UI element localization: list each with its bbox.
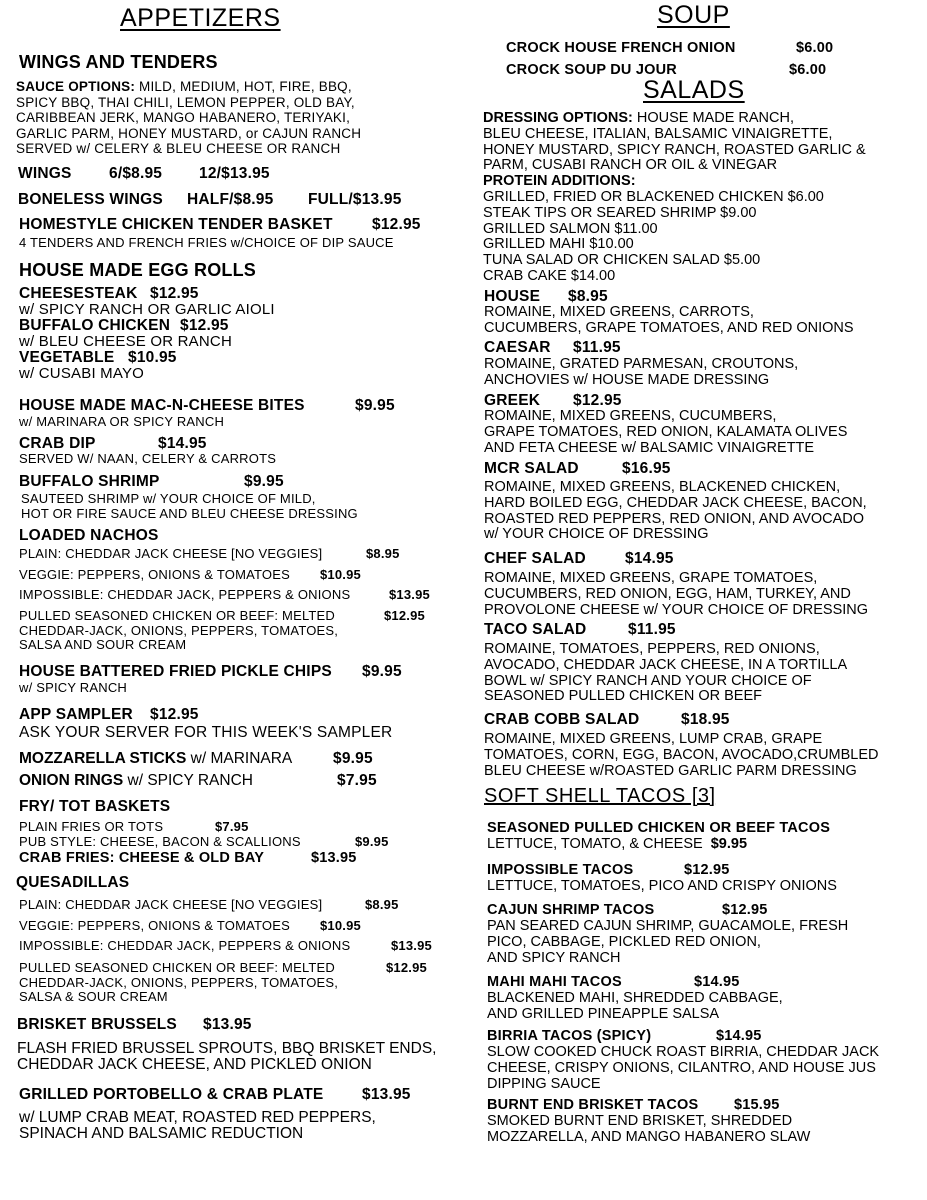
mac-price: $9.95 [355, 397, 395, 414]
tacos-title: SOFT SHELL TACOS [3] [484, 785, 716, 807]
desc-line: SALSA AND SOUR CREAM [19, 637, 187, 652]
tacos-brisket-price: $15.95 [734, 1097, 780, 1113]
tacos-impossible-name: IMPOSSIBLE TACOS [487, 862, 634, 878]
soup-jour-name: CROCK SOUP DU JOUR [506, 62, 677, 78]
desc-line: SMOKED BURNT END BRISKET, SHREDDED [487, 1113, 793, 1129]
eggroll-buffalo-desc: w/ BLEU CHEESE OR RANCH [19, 333, 232, 350]
sampler-price: $12.95 [150, 706, 199, 723]
desc-line: TOMATOES, CORN, EGG, BACON, AVOCADO,CRUMBLED [484, 746, 879, 763]
bshrimp-name: BUFFALO SHRIMP [19, 473, 160, 490]
desc-line: PULLED SEASONED CHICKEN OR BEEF: MELTED [19, 608, 336, 623]
protein-line: STEAK TIPS OR SEARED SHRIMP $9.00 [483, 204, 757, 221]
desc-line: MOZZARELLA, AND MANGO HABANERO SLAW [487, 1128, 811, 1145]
mozz-with: w/ MARINARA [186, 750, 293, 767]
desc-line: ROASTED RED PEPPERS, RED ONION, AND AVOCADO [484, 510, 865, 527]
protein-line: CRAB CAKE $14.00 [483, 267, 616, 284]
brussels-name: BRISKET BRUSSELS [17, 1016, 177, 1033]
nachos-heading: LOADED NACHOS [19, 527, 159, 544]
desc-line: ROMAINE, TOMATOES, PEPPERS, RED ONIONS, [484, 641, 820, 657]
desc-line: SPINACH AND BALSAMIC REDUCTION [19, 1125, 304, 1142]
dressing-label: DRESSING OPTIONS: [483, 110, 633, 126]
greek-price: $12.95 [573, 392, 622, 409]
eggroll-cheesesteak-price: $12.95 [150, 285, 199, 302]
nachos-plain: PLAIN: CHEDDAR JACK CHEESE [NO VEGGIES] [19, 546, 323, 561]
porto-desc [19, 1110, 376, 1142]
tacos-cajun-desc [487, 919, 848, 966]
fry-heading: FRY/ TOT BASKETS [19, 798, 171, 815]
soup-onion-price: $6.00 [796, 40, 834, 56]
desc-line: CUCUMBERS, GRAPE TOMATOES, AND RED ONIONS [484, 319, 854, 336]
mozz-row [19, 751, 292, 767]
rings-row [19, 773, 253, 789]
boneless-label: BONELESS WINGS [18, 191, 163, 208]
quesa-impossible-price: $13.95 [391, 938, 432, 953]
desc-line: PROVOLONE CHEESE w/ YOUR CHOICE OF DRESSING [484, 601, 869, 618]
chef-name: CHEF SALAD [484, 550, 586, 567]
dressing-line: HOUSE MADE RANCH, [632, 110, 794, 126]
crabdip-price: $14.95 [158, 435, 207, 452]
quesa-pulled [19, 961, 338, 1005]
wings-12-price: 12/$13.95 [199, 165, 270, 182]
sauce-options [16, 79, 361, 157]
nachos-impossible: IMPOSSIBLE: CHEDDAR JACK, PEPPERS & ONIONS [19, 587, 351, 602]
eggroll-heading: HOUSE MADE EGG ROLLS [19, 260, 257, 280]
nachos-veggie-price: $10.95 [320, 567, 361, 582]
mozz-name: MOZZARELLA STICKS [19, 750, 187, 767]
protein-line: GRILLED MAHI $10.00 [483, 236, 634, 253]
nachos-pulled [19, 609, 338, 653]
desc-line: BOWL w/ SPICY RANCH AND YOUR CHOICE OF [484, 672, 812, 689]
tacos-brisket-name: BURNT END BRISKET TACOS [487, 1097, 699, 1113]
tacos-mahi-desc [487, 991, 783, 1023]
wings-label: WINGS [18, 165, 72, 182]
tacos-impossible-desc: LETTUCE, TOMATOES, PICO AND CRISPY ONIONS [487, 878, 837, 894]
desc-line: CUCUMBERS, RED ONION, EGG, HAM, TURKEY, AND [484, 585, 851, 602]
eggroll-buffalo: BUFFALO CHICKEN [19, 317, 171, 334]
tender-name: HOMESTYLE CHICKEN TENDER BASKET [19, 216, 333, 233]
tacos-birria-name: BIRRIA TACOS (SPICY) [487, 1028, 652, 1044]
tacos-mahi-name: MAHI MAHI TACOS [487, 974, 622, 990]
rings-name: ONION RINGS [19, 772, 124, 789]
desc-line: AND SPICY RANCH [487, 949, 621, 966]
eggroll-buffalo-price: $12.95 [180, 317, 229, 334]
mcr-price: $16.95 [622, 460, 671, 477]
mozz-price: $9.95 [333, 750, 373, 767]
tacos-brisket-desc [487, 1114, 810, 1146]
desc-line: ROMAINE, GRATED PARMESAN, CROUTONS, [484, 356, 799, 372]
mcr-desc [484, 480, 867, 543]
nachos-plain-price: $8.95 [366, 546, 400, 561]
dressing-line: PARM, CUSABI RANCH OR OIL & VINEGAR [483, 157, 778, 174]
sampler-desc: ASK YOUR SERVER FOR THIS WEEK'S SAMPLER [19, 724, 393, 741]
desc-line: BLACKENED MAHI, SHREDDED CABBAGE, [487, 990, 783, 1006]
sauce-line: SPICY BBQ, THAI CHILI, LEMON PEPPER, OLD BAY, [16, 94, 355, 110]
salads-title: SALADS [643, 76, 745, 104]
tacos-pulled-row [487, 837, 747, 852]
fry-pub: PUB STYLE: CHEESE, BACON & SCALLIONS [19, 834, 301, 849]
caesar-price: $11.95 [573, 339, 621, 356]
tacos-pulled-price: $9.95 [710, 836, 748, 852]
quesa-pulled-price: $12.95 [386, 960, 427, 975]
fry-plain: PLAIN FRIES OR TOTS [19, 819, 164, 834]
nachos-pulled-price: $12.95 [384, 608, 425, 623]
house-name: HOUSE [484, 288, 541, 305]
desc-line: FLASH FRIED BRUSSEL SPROUTS, BBQ BRISKET ENDS, [17, 1040, 437, 1057]
tender-price: $12.95 [372, 216, 421, 233]
protein-line: GRILLED, FRIED OR BLACKENED CHICKEN $6.00 [483, 188, 824, 205]
mcr-name: MCR SALAD [484, 460, 579, 477]
protein-line: GRILLED SALMON $11.00 [483, 220, 658, 237]
greek-desc [484, 409, 847, 456]
cobb-name: CRAB COBB SALAD [484, 711, 640, 728]
sauce-line: MILD, MEDIUM, HOT, FIRE, BBQ, [135, 79, 352, 94]
desc-line: ROMAINE, MIXED GREENS, LUMP CRAB, GRAPE [484, 731, 823, 747]
pickle-name: HOUSE BATTERED FRIED PICKLE CHIPS [19, 663, 332, 680]
greek-name: GREEK [484, 392, 541, 409]
desc-line: BLEU CHEESE w/ROASTED GARLIC PARM DRESSING [484, 762, 857, 779]
tender-desc: 4 TENDERS AND FRENCH FRIES w/CHOICE OF DIP SAUCE [19, 235, 394, 250]
appetizers-title: APPETIZERS [120, 4, 281, 32]
mac-name: HOUSE MADE MAC-N-CHEESE BITES [19, 397, 305, 414]
eggroll-vegetable: VEGETABLE [19, 349, 115, 366]
tacos-impossible-price: $12.95 [684, 862, 730, 878]
eggroll-cheesesteak-desc: w/ SPICY RANCH OR GARLIC AIOLI [19, 301, 275, 318]
pickle-price: $9.95 [362, 663, 402, 680]
eggroll-vegetable-desc: w/ CUSABI MAYO [19, 365, 145, 382]
tacos-cajun-name: CAJUN SHRIMP TACOS [487, 902, 655, 918]
crabdip-name: CRAB DIP [19, 435, 96, 452]
chef-desc [484, 571, 868, 618]
desc-line: w/ LUMP CRAB MEAT, ROASTED RED PEPPERS, [19, 1109, 376, 1126]
dressing-line: BLEU CHEESE, ITALIAN, BALSAMIC VINAIGRETTE, [483, 125, 833, 142]
quesa-plain: PLAIN: CHEDDAR JACK CHEESE [NO VEGGIES] [19, 897, 323, 912]
tacos-pulled-desc: LETTUCE, TOMATO, & CHEESE [487, 836, 703, 852]
crabdip-desc: SERVED W/ NAAN, CELERY & CARROTS [19, 451, 277, 466]
caesar-desc [484, 357, 798, 389]
fry-plain-price: $7.95 [215, 819, 249, 834]
sauce-line: SERVED w/ CELERY & BLEU CHEESE OR RANCH [16, 141, 341, 156]
boneless-half-price: HALF/$8.95 [187, 191, 274, 208]
rings-with: w/ SPICY RANCH [123, 772, 253, 789]
desc-line: PULLED SEASONED CHICKEN OR BEEF: MELTED [19, 960, 336, 975]
nachos-veggie: VEGGIE: PEPPERS, ONIONS & TOMATOES [19, 567, 290, 582]
desc-line: ANCHOVIES w/ HOUSE MADE DRESSING [484, 371, 770, 388]
desc-line: PICO, CABBAGE, PICKLED RED ONION, [487, 933, 761, 950]
soup-onion-name: CROCK HOUSE FRENCH ONION [506, 40, 736, 56]
desc-line: w/ YOUR CHOICE OF DRESSING [484, 526, 709, 543]
protein-label: PROTEIN ADDITIONS: [483, 173, 636, 190]
fry-crab-price: $13.95 [311, 850, 357, 866]
brussels-desc [17, 1041, 436, 1073]
mac-desc: w/ MARINARA OR SPICY RANCH [19, 414, 225, 429]
desc-line: CHEDDAR-JACK, ONIONS, PEPPERS, TOMATOES, [19, 974, 339, 990]
house-desc [484, 305, 854, 337]
desc-line: SALSA & SOUR CREAM [19, 989, 168, 1004]
desc-line: CHEESE, CRISPY ONIONS, CILANTRO, AND HOUSE JUS [487, 1059, 876, 1076]
desc-line: PAN SEARED CAJUN SHRIMP, GUACAMOLE, FRESH [487, 918, 849, 934]
eggroll-vegetable-price: $10.95 [128, 349, 177, 366]
pickle-desc: w/ SPICY RANCH [19, 680, 128, 695]
wings-6-price: 6/$8.95 [109, 165, 163, 182]
bshrimp-price: $9.95 [244, 473, 284, 490]
sauce-line: CARIBBEAN JERK, MANGO HABANERO, TERIYAKI, [16, 110, 351, 125]
chef-price: $14.95 [625, 550, 674, 567]
bshrimp-desc [21, 491, 358, 521]
porto-name: GRILLED PORTOBELLO & CRAB PLATE [19, 1086, 324, 1103]
desc-line: AVOCADO, CHEDDAR JACK CHEESE, IN A TORTILLA [484, 656, 848, 673]
desc-line: HARD BOILED EGG, CHEDDAR JACK CHEESE, BACON, [484, 494, 867, 511]
cobb-price: $18.95 [681, 711, 730, 728]
sauce-line: GARLIC PARM, HONEY MUSTARD, or CAJUN RANCH [16, 125, 362, 141]
desc-line: DIPPING SAUCE [487, 1075, 601, 1092]
wings-heading: WINGS AND TENDERS [19, 52, 218, 72]
desc-line: HOT OR FIRE SAUCE AND BLEU CHEESE DRESSING [21, 506, 358, 521]
tacos-birria-desc [487, 1045, 879, 1092]
fry-crab: CRAB FRIES: CHEESE & OLD BAY [19, 850, 265, 866]
desc-line: ROMAINE, MIXED GREENS, CUCUMBERS, [484, 408, 777, 424]
cobb-desc [484, 732, 879, 779]
sauce-label: SAUCE OPTIONS: [16, 79, 136, 94]
house-price: $8.95 [568, 288, 608, 305]
desc-line: AND FETA CHEESE w/ BALSAMIC VINAIGRETTE [484, 439, 815, 456]
dressing-line: HONEY MUSTARD, SPICY RANCH, ROASTED GARLIC & [483, 141, 866, 158]
boneless-full-price: FULL/$13.95 [308, 191, 402, 208]
caesar-name: CAESAR [484, 339, 551, 356]
desc-line: CHEDDAR-JACK, ONIONS, PEPPERS, TOMATOES, [19, 622, 339, 638]
tacos-mahi-price: $14.95 [694, 974, 740, 990]
taco-salad-desc [484, 642, 847, 705]
desc-line: SLOW COOKED CHUCK ROAST BIRRIA, CHEDDAR JACK [487, 1044, 880, 1060]
soup-jour-price: $6.00 [789, 62, 827, 78]
taco-salad-name: TACO SALAD [484, 621, 587, 638]
desc-line: AND GRILLED PINEAPPLE SALSA [487, 1005, 720, 1022]
desc-line: GRAPE TOMATOES, RED ONION, KALAMATA OLIVES [484, 423, 848, 440]
desc-line: ROMAINE, MIXED GREENS, GRAPE TOMATOES, [484, 570, 818, 586]
dressing-options [483, 111, 866, 285]
desc-line: CHEDDAR JACK CHEESE, AND PICKLED ONION [17, 1056, 372, 1073]
protein-line: TUNA SALAD OR CHICKEN SALAD $5.00 [483, 252, 761, 269]
quesa-veggie-price: $10.95 [320, 918, 361, 933]
porto-price: $13.95 [362, 1086, 411, 1103]
fry-pub-price: $9.95 [355, 834, 389, 849]
rings-price: $7.95 [337, 772, 377, 789]
quesa-plain-price: $8.95 [365, 897, 399, 912]
soup-title: SOUP [657, 1, 730, 29]
nachos-impossible-price: $13.95 [389, 587, 430, 602]
quesa-impossible: IMPOSSIBLE: CHEDDAR JACK, PEPPERS & ONIONS [19, 938, 351, 953]
desc-line: SEASONED PULLED CHICKEN OR BEEF [484, 688, 762, 705]
tacos-cajun-price: $12.95 [722, 902, 768, 918]
tacos-pulled-name: SEASONED PULLED CHICKEN OR BEEF TACOS [487, 820, 831, 836]
brussels-price: $13.95 [203, 1016, 252, 1033]
desc-line: ROMAINE, MIXED GREENS, CARROTS, [484, 304, 754, 320]
quesa-veggie: VEGGIE: PEPPERS, ONIONS & TOMATOES [19, 918, 290, 933]
eggroll-cheesesteak: CHEESESTEAK [19, 285, 138, 302]
desc-line: ROMAINE, MIXED GREENS, BLACKENED CHICKEN, [484, 479, 841, 495]
taco-salad-price: $11.95 [628, 621, 676, 638]
tacos-birria-price: $14.95 [716, 1028, 762, 1044]
quesa-heading: QUESADILLAS [16, 874, 130, 891]
sampler-name: APP SAMPLER [19, 706, 133, 723]
desc-line: SAUTEED SHRIMP w/ YOUR CHOICE OF MILD, [21, 491, 316, 506]
